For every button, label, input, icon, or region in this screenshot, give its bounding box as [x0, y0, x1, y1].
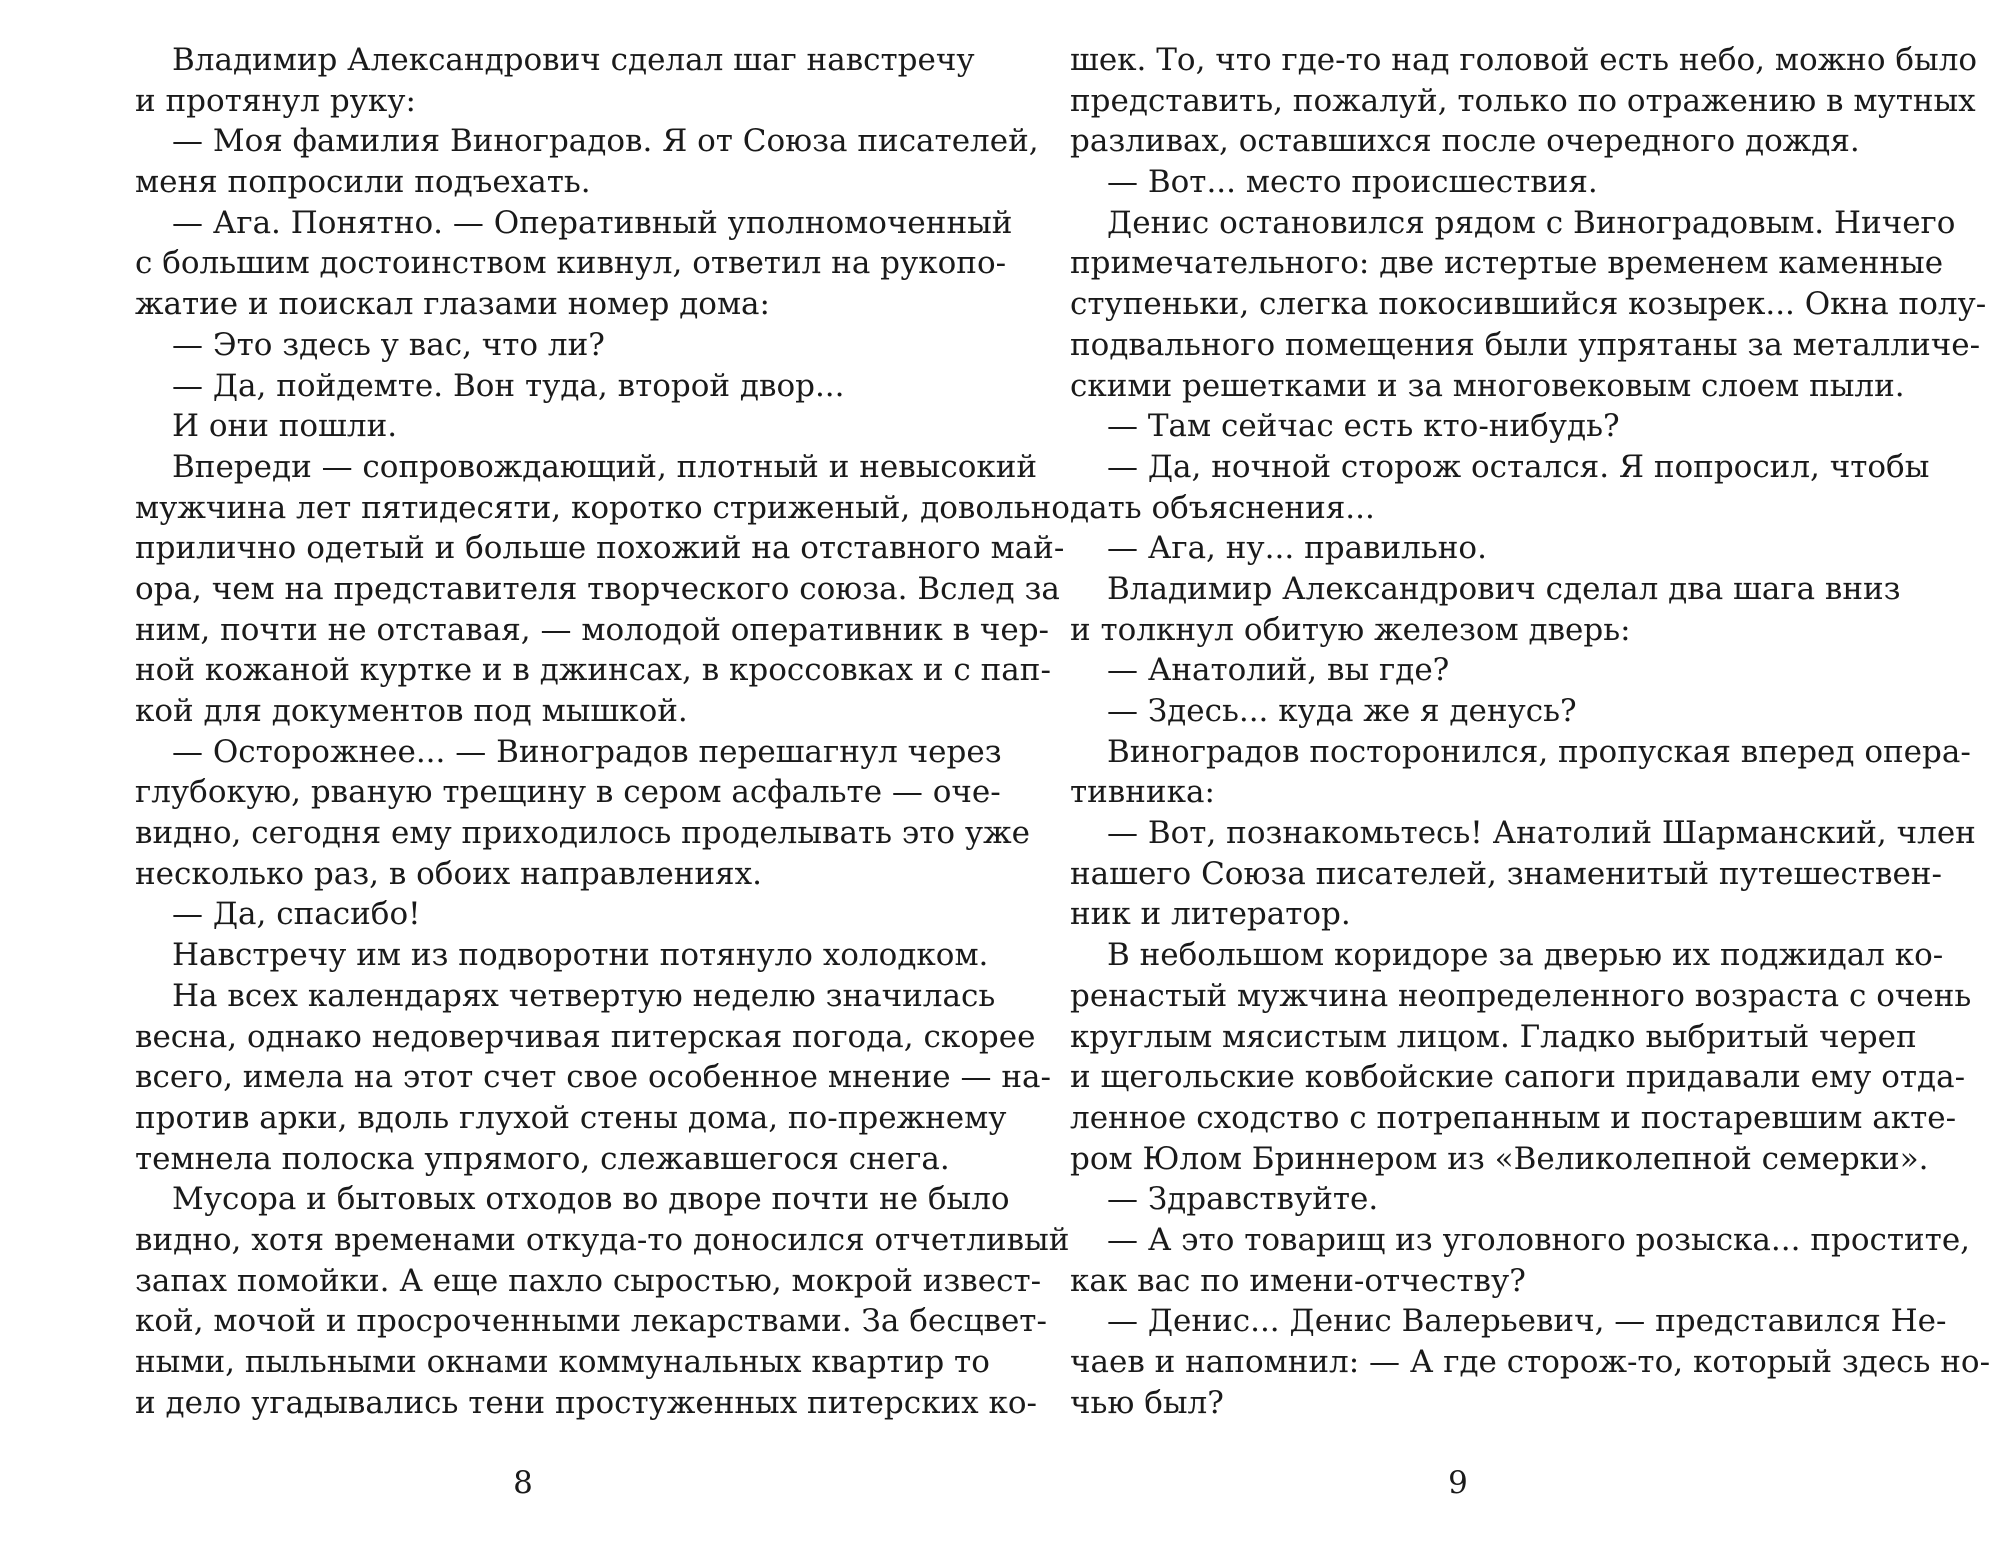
text-line: — Да, пойдемте. Вон туда, второй двор... [172, 367, 845, 404]
text-line: шек. То, что где-то над головой есть небо, можно было [1070, 42, 1978, 78]
text-line: прилично одетый и больше похожий на отставного май- [135, 530, 1065, 567]
text-line: — Да, ночной сторож остался. Я попросил, чтобы [1107, 448, 1930, 485]
page-number-left: 8 [513, 1465, 533, 1501]
text-line: чаев и напомнил: — А где сторож-то, который здесь но- [1070, 1344, 1991, 1380]
text-line: — Там сейчас есть кто-нибудь? [1107, 408, 1620, 445]
text-line: и дело угадывались тени простуженных питерских ко- [135, 1384, 1037, 1421]
text-line: мужчина лет пятидесяти, коротко стриженый, довольно [135, 489, 1070, 526]
text-line: тивника: [1070, 774, 1215, 811]
text-line: весна, однако недоверчивая питерская погода, скорее [135, 1018, 1036, 1055]
text-line: ными, пыльными окнами коммунальных квартир то [135, 1344, 990, 1380]
text-line: с большим достоинством кивнул, ответил на рукопо- [135, 245, 1007, 282]
text-line: примечательного: две истертые временем каменные [1070, 245, 1944, 282]
text-line: всего, имела на этот счет свое особенное мнение — на- [135, 1059, 1051, 1096]
text-line: — Ага. Понятно. — Оперативный уполномоченный [172, 204, 1013, 241]
text-line: ром Юлом Бриннером из «Великолепной семерки». [1070, 1140, 1929, 1177]
text-line: — Да, спасибо! [172, 896, 421, 933]
text-line: — Вот... место происшествия. [1107, 164, 1598, 201]
text-line: — Денис... Денис Валерьевич, — представился Не- [1107, 1303, 1947, 1340]
page-number-right: 9 [1448, 1465, 1468, 1501]
text-line: Владимир Александрович сделал два шага вниз [1107, 570, 1901, 607]
text-line: скими решетками и за многовековым слоем пыли. [1070, 367, 1905, 404]
text-line: Мусора и бытовых отходов во дворе почти не было [172, 1181, 1010, 1218]
text-line: разливах, оставшихся после очередного дождя. [1070, 123, 1860, 160]
text-line: — Это здесь у вас, что ли? [172, 326, 605, 363]
text-line: и щегольские ковбойские сапоги придавали ему отда- [1070, 1059, 1966, 1096]
text-line: жатие и поискал глазами номер дома: [135, 286, 770, 323]
text-line: круглым мясистым лицом. Гладко выбритый череп [1070, 1018, 1917, 1055]
text-line: как вас по имени-отчеству? [1070, 1262, 1526, 1299]
text-line: ора, чем на представителя творческого союза. Вслед за [135, 570, 1060, 607]
text-line: несколько раз, в обоих направлениях. [135, 855, 762, 892]
text-line: Впереди — сопровождающий, плотный и невысокий [172, 448, 1038, 485]
text-line: Виноградов посторонился, пропуская вперед опера- [1107, 733, 1971, 770]
text-line: — Здравствуйте. [1107, 1181, 1379, 1218]
text-line: Владимир Александрович сделал шаг навстречу [172, 42, 975, 78]
left-page-text [135, 40, 1070, 1423]
text-line: и протянул руку: [135, 82, 416, 119]
text-line: запах помойки. А еще пахло сыростью, мокрой извест- [135, 1262, 1042, 1299]
text-line: И они пошли. [172, 408, 398, 445]
text-line: — А это товарищ из уголовного розыска... простите, [1107, 1221, 1971, 1258]
text-line: — Осторожнее... — Виноградов перешагнул через [172, 733, 1002, 770]
text-line: — Вот, познакомьтесь! Анатолий Шарманский, член [1107, 815, 1976, 852]
text-line: ступеньки, слегка покосившийся козырек... Окна полу- [1070, 286, 1987, 323]
right-page-text [1070, 40, 1991, 1423]
text-line: ленное сходство с потрепанным и постаревшим акте- [1070, 1099, 1957, 1136]
text-line: чью был? [1070, 1384, 1224, 1421]
text-line: нашего Союза писателей, знаменитый путешествен- [1070, 855, 1942, 892]
text-line: и толкнул обитую железом дверь: [1070, 611, 1631, 648]
text-line: кой для документов под мышкой. [135, 693, 688, 729]
text-line: Навстречу им из подворотни потянуло холодком. [172, 937, 989, 974]
text-line: — Анатолий, вы где? [1107, 652, 1450, 689]
text-line: темнела полоска упрямого, слежавшегося снега. [135, 1140, 950, 1177]
text-line: видно, сегодня ему приходилось проделывать это уже [135, 815, 1030, 852]
text-line: ник и литератор. [1070, 896, 1351, 933]
text-line: ренастый мужчина неопределенного возраста с очень [1070, 977, 1972, 1014]
text-line: — Ага, ну... правильно. [1107, 530, 1487, 567]
text-line: глубокую, рваную трещину в сером асфальте — оче- [135, 774, 1001, 811]
text-line: видно, хотя временами откуда-то доносился отчетливый [135, 1221, 1070, 1258]
text-line: В небольшом коридоре за дверью их поджидал ко- [1107, 937, 1944, 974]
text-line: Денис остановился рядом с Виноградовым. Ничего [1107, 204, 1956, 241]
text-line: — Моя фамилия Виноградов. Я от Союза писателей, [172, 123, 1039, 160]
text-line: против арки, вдоль глухой стены дома, по-прежнему [135, 1099, 1007, 1136]
text-line: представить, пожалуй, только по отражению в мутных [1070, 82, 1976, 119]
text-line: — Здесь... куда же я денусь? [1107, 693, 1577, 729]
text-line: ним, почти не отставая, — молодой оперативник в чер- [135, 611, 1050, 648]
text-line: На всех календарях четвертую неделю значилась [172, 977, 996, 1014]
text-line: меня попросили подъехать. [135, 164, 591, 201]
text-line: кой, мочой и просроченными лекарствами. За бесцвет- [135, 1303, 1047, 1340]
text-line: подвального помещения были упрятаны за металличе- [1070, 326, 1981, 363]
text-line: дать объяснения... [1070, 489, 1375, 526]
text-line: ной кожаной куртке и в джинсах, в кроссовках и с пап- [135, 652, 1051, 689]
